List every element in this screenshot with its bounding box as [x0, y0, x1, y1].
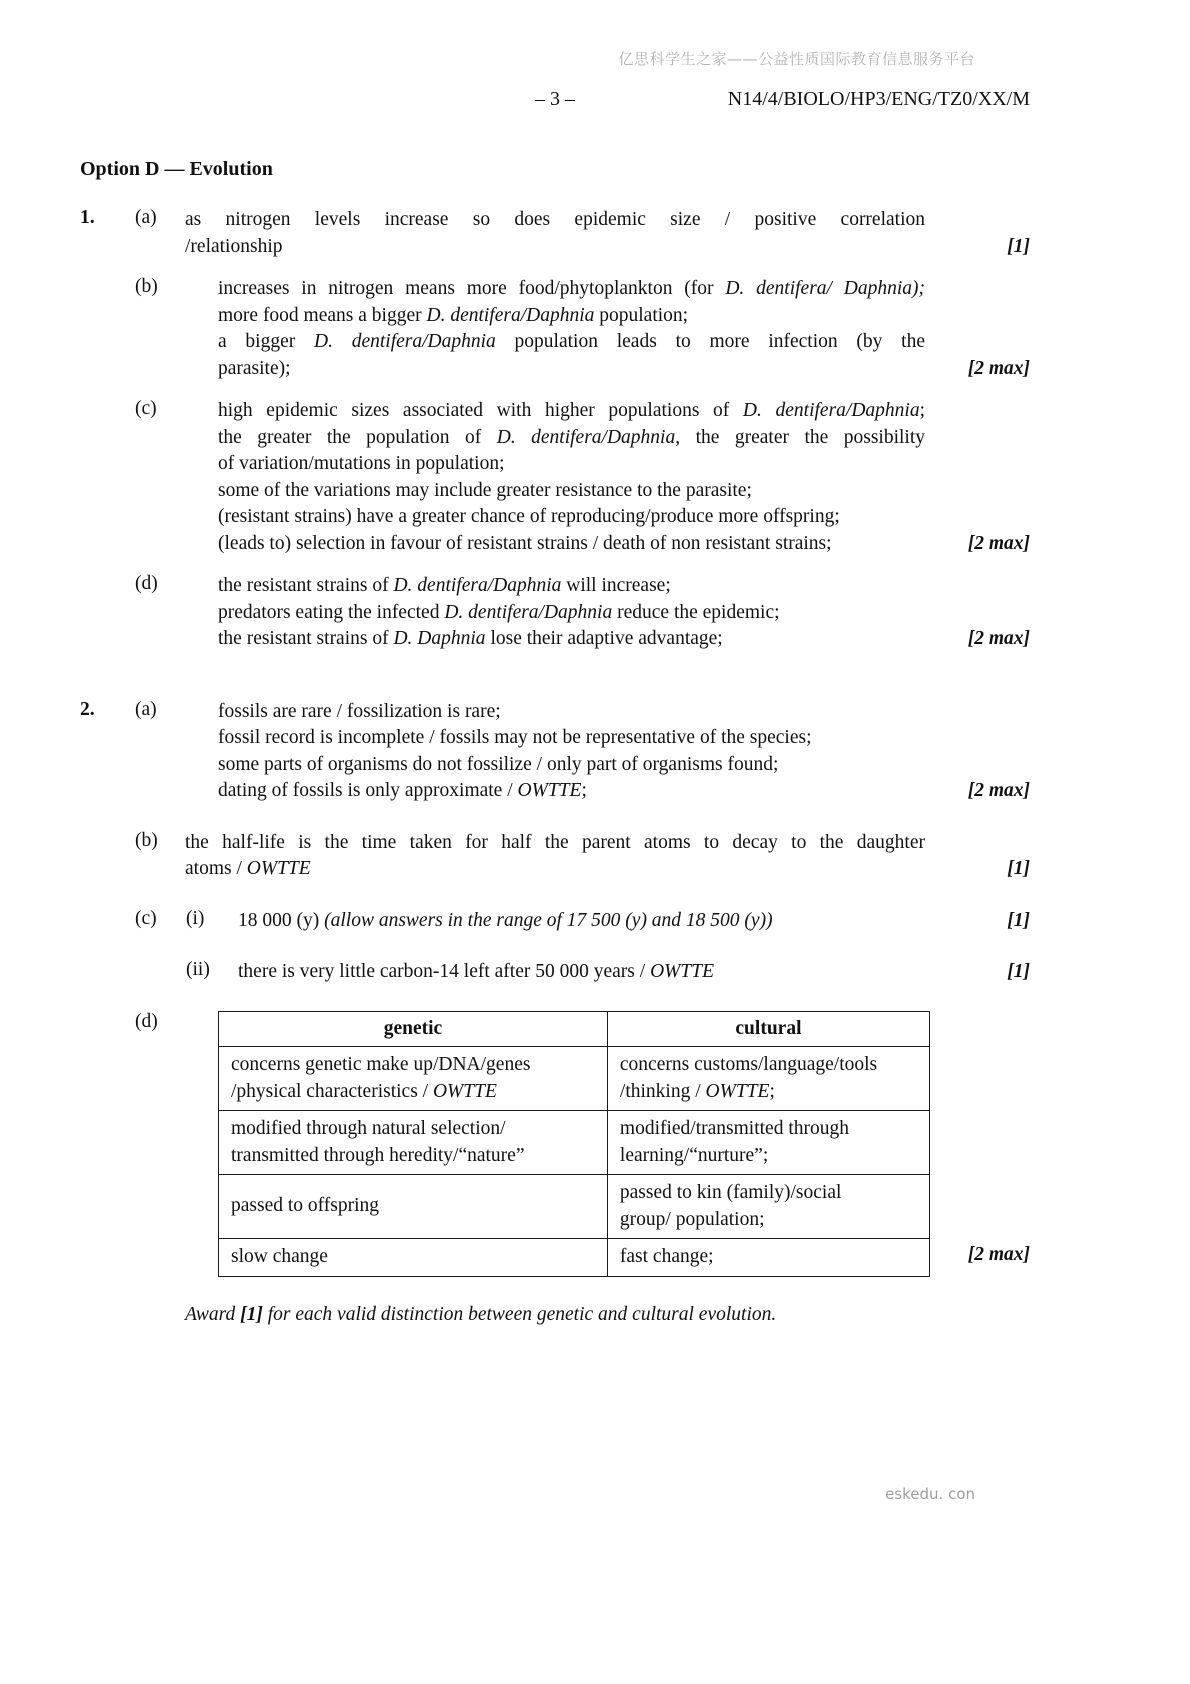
cell-line: /physical characteristics / OWTTE	[231, 1080, 497, 1102]
cell-line: passed to offspring	[231, 1195, 380, 1217]
part-label: (a)	[135, 207, 157, 228]
answer-line: fossils are rare / fossilization is rare;	[218, 700, 501, 722]
answer-line: the resistant strains of D. Daphnia lose their adaptive advantage;	[218, 628, 723, 649]
answer-text	[185, 207, 925, 260]
cell-line: learning/“nurture”;	[619, 1144, 769, 1166]
answer-text	[185, 830, 925, 883]
part-label: (b)	[135, 829, 158, 851]
award-note: Award [1] for each valid distinction between genetic and cultural evolution.	[185, 1303, 777, 1325]
answer-line: some parts of organisms do not fossilize / only part of organisms found;	[218, 753, 779, 775]
mark-allocation: [1]	[1007, 909, 1030, 931]
question-number: 1.	[80, 207, 95, 228]
answer-text	[238, 959, 925, 986]
answer-line: parasite);	[218, 357, 291, 379]
cell-line: transmitted through heredity/“nature”	[231, 1144, 525, 1166]
answer-line: (resistant strains) have a greater chance of reproducing/produce more offspring;	[218, 506, 840, 527]
answer-text	[218, 276, 925, 382]
question-2-part-c-ii	[80, 959, 1030, 986]
table-row	[219, 1111, 930, 1175]
mark-allocation: [2 max]	[967, 532, 1030, 554]
question-2-part-c-i	[80, 908, 1030, 935]
cell-line: passed to kin (family)/social	[619, 1182, 842, 1203]
cell-line: modified through natural selection/	[231, 1118, 506, 1139]
answer-line: of variation/mutations in population;	[218, 453, 505, 474]
answer-line: the half-life is the time taken for half the parent atoms to decay to the daughter	[185, 831, 925, 853]
question-1-part-d	[80, 573, 1030, 653]
table-cell-genetic	[219, 1175, 608, 1239]
question-2-part-a	[80, 699, 1030, 805]
part-label: (c)	[135, 907, 157, 929]
part-label: (b)	[135, 276, 158, 297]
cell-line: fast change;	[619, 1246, 714, 1267]
question-1-part-a	[80, 207, 1030, 260]
mark-allocation: [1]	[1007, 858, 1030, 879]
cell-line: group/ population;	[619, 1208, 765, 1230]
answer-line: the greater the population of D. dentifera/Daphnia, the greater the possibility	[218, 426, 925, 448]
answer-line: 18 000 (y) (allow answers in the range of 17 500 (y) and 18 500 (y))	[238, 909, 773, 931]
document-code: N14/4/BIOLO/HP3/ENG/TZ0/XX/M	[727, 88, 1030, 110]
mark-allocation: [2 max]	[967, 1244, 1030, 1265]
answer-text	[218, 398, 925, 557]
table-row	[219, 1047, 930, 1111]
column-header-genetic: genetic	[219, 1011, 608, 1047]
cell-line: concerns genetic make up/DNA/genes	[231, 1054, 531, 1075]
page-header	[80, 88, 1030, 116]
answer-line: fossil record is incomplete / fossils may not be representative of the species;	[218, 727, 812, 748]
table-cell-cultural	[607, 1047, 929, 1111]
subpart-label: (i)	[186, 907, 205, 929]
table-header-row	[219, 1011, 930, 1047]
question-1	[80, 207, 1030, 653]
section-title: Option D — Evolution	[80, 158, 273, 180]
question-2-part-d	[80, 1011, 1030, 1277]
table-cell-genetic	[219, 1047, 608, 1111]
table-cell-genetic	[219, 1111, 608, 1175]
answer-line: (leads to) selection in favour of resistant strains / death of non resistant strains;	[218, 532, 832, 554]
answer-line: increases in nitrogen means more food/phytoplankton (for D. dentifera/ Daphnia);	[218, 278, 926, 299]
answer-text	[238, 908, 925, 935]
question-1-part-c	[80, 398, 1030, 557]
answer-line: /relationship	[185, 235, 283, 257]
part-label: (d)	[135, 573, 158, 594]
table-cell-cultural	[607, 1175, 929, 1239]
watermark-top: 亿思科学生之家——公益性质国际教育信息服务平台	[618, 50, 975, 68]
subpart-label: (ii)	[186, 959, 210, 980]
answer-line: there is very little carbon-14 left after 50 000 years / OWTTE	[238, 961, 714, 982]
page-number: – 3 –	[535, 88, 575, 110]
mark-allocation: [1]	[1007, 235, 1030, 257]
question-number: 2.	[80, 698, 95, 720]
answer-text	[218, 699, 925, 805]
cell-line: slow change	[231, 1246, 328, 1267]
mark-allocation: [2 max]	[967, 357, 1030, 379]
column-header-cultural: cultural	[607, 1011, 929, 1047]
mark-allocation: [2 max]	[967, 780, 1030, 801]
genetic-cultural-comparison-table	[218, 1011, 930, 1277]
answer-line: high epidemic sizes associated with higher populations of D. dentifera/Daphnia;	[218, 400, 925, 421]
answer-line: dating of fossils is only approximate / OWTTE;	[218, 780, 587, 801]
answer-line: atoms / OWTTE	[185, 858, 311, 879]
answer-text	[218, 573, 925, 653]
cell-line: concerns customs/language/tools	[619, 1054, 878, 1075]
answer-line: predators eating the infected D. dentifera/Daphnia reduce the epidemic;	[218, 601, 780, 623]
answer-line: a bigger D. dentifera/Daphnia population leads to more infection (by the	[218, 331, 925, 352]
table-cell-cultural	[607, 1111, 929, 1175]
question-2	[80, 699, 1030, 1329]
table-cell-genetic	[219, 1239, 608, 1277]
footer-watermark: eskedu. con	[885, 1485, 975, 1503]
question-1-part-b	[80, 276, 1030, 382]
cell-line: /thinking / OWTTE;	[619, 1080, 775, 1102]
mark-allocation: [2 max]	[967, 628, 1030, 649]
answer-line: some of the variations may include greater resistance to the parasite;	[218, 479, 752, 501]
table-row	[219, 1175, 930, 1239]
answer-line: as nitrogen levels increase so does epidemic size / positive correlation	[185, 209, 925, 230]
answer-line: more food means a bigger D. dentifera/Daphnia population;	[218, 304, 689, 326]
mark-allocation: [1]	[1007, 961, 1030, 982]
table-cell-cultural	[607, 1239, 929, 1277]
question-2-part-b	[80, 830, 1030, 883]
table-row	[219, 1239, 930, 1277]
part-label: (a)	[135, 698, 157, 720]
part-label: (c)	[135, 398, 157, 419]
part-label: (d)	[135, 1010, 158, 1032]
answer-line: the resistant strains of D. dentifera/Daphnia will increase;	[218, 575, 671, 596]
cell-line: modified/transmitted through	[619, 1118, 849, 1139]
